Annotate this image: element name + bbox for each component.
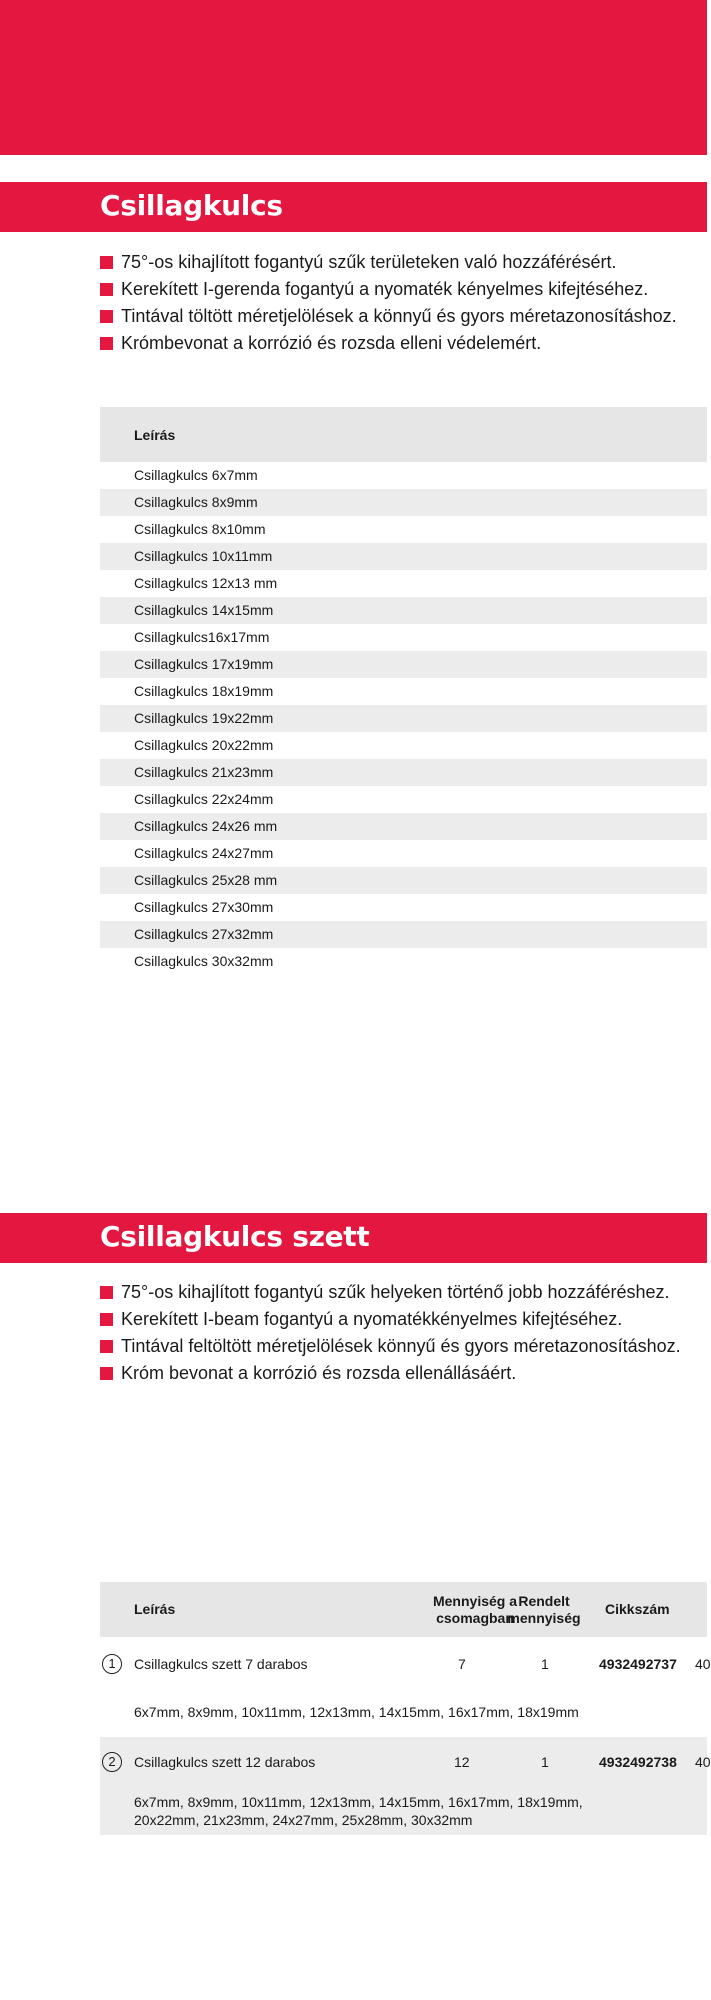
feature-item — [100, 330, 707, 357]
feature-item — [100, 1279, 707, 1306]
table-row: Csillagkulcs 12x13 mm — [134, 575, 278, 591]
header-line: Mennyiség a — [432, 1593, 518, 1609]
section-title: Csillagkulcs szett — [100, 1220, 370, 1253]
bullet-square-icon — [100, 1340, 113, 1353]
feature-list — [100, 1279, 707, 1387]
table-row: Csillagkulcs 18x19mm — [134, 683, 274, 699]
feature-text: Krómbevonat a korrózió és rozsda elleni védelemért. — [121, 333, 542, 353]
bullet-square-icon — [100, 283, 113, 296]
item-number-badge: 1 — [102, 1654, 122, 1674]
table-row: Csillagkulcs 19x22mm — [100, 705, 707, 732]
table-row: Csillagkulcs 24x27mm — [134, 845, 274, 861]
section-header-csillagkulcs — [0, 182, 707, 232]
item-description: Csillagkulcs szett 12 darabos — [134, 1754, 316, 1770]
table-row: Csillagkulcs 17x19mm — [100, 651, 707, 678]
table-row — [100, 1637, 707, 1737]
item-article-number: 4932492738 — [599, 1754, 677, 1770]
table-row: Csillagkulcs 25x28 mm — [100, 867, 707, 894]
feature-item — [100, 303, 707, 330]
feature-text: Tintával feltöltött méretjelölések könnyű és gyors méretazonosításhoz. — [121, 1336, 681, 1356]
table-row: Csillagkulcs 8x10mm — [134, 521, 266, 537]
bullet-square-icon — [100, 337, 113, 350]
item-article-number: 4932492737 — [599, 1656, 677, 1672]
bullet-square-icon — [100, 310, 113, 323]
feature-item — [100, 249, 707, 276]
item-quantity: 12 — [454, 1754, 470, 1770]
column-header-description: Leírás — [134, 1601, 176, 1617]
feature-text: 75°-os kihajlított fogantyú szűk helyeken történő jobb hozzáféréshez. — [121, 1282, 670, 1302]
sizes-line: 20x22mm, 21x23mm, 24x27mm, 25x28mm, 30x32mm — [134, 1812, 473, 1828]
item-order-quantity: 1 — [541, 1656, 549, 1672]
sizes-line: 6x7mm, 8x9mm, 10x11mm, 12x13mm, 14x15mm, 16x17mm, 18x19mm, — [134, 1794, 583, 1810]
table-row: Csillagkulcs 27x30mm — [134, 899, 274, 915]
table-row: Csillagkulcs 20x22mm — [134, 737, 274, 753]
table-row: Csillagkulcs 30x32mm — [134, 953, 274, 969]
feature-text: Kerekített I-beam fogantyú a nyomatékkényelmes kifejtéséhez. — [121, 1309, 623, 1329]
table-row: Csillagkulcs 21x23mm — [100, 759, 707, 786]
item-order-quantity: 1 — [541, 1754, 549, 1770]
table-row: Csillagkulcs 10x11mm — [100, 543, 707, 570]
table-header — [100, 407, 707, 462]
feature-list — [100, 249, 707, 357]
header-line: mennyiség — [507, 1610, 581, 1626]
feature-text: Króm bevonat a korrózió és rozsda ellenállásáért. — [121, 1363, 517, 1383]
set-table — [100, 1582, 711, 1835]
table-row: Csillagkulcs 22x24mm — [134, 791, 274, 807]
section-title: Csillagkulcs — [100, 189, 283, 222]
feature-item — [100, 1333, 707, 1360]
feature-text: Kerekített I-gerenda fogantyú a nyomaték kényelmes kifejtéséhez. — [121, 279, 649, 299]
column-header-description: Leírás — [134, 426, 176, 443]
feature-item — [100, 276, 707, 303]
table-row: Csillagkulcs16x17mm — [134, 629, 270, 645]
section-header-csillagkulcs-szett — [0, 1213, 707, 1263]
item-cut-off-text: 40 — [695, 1656, 711, 1672]
sizes-line: 6x7mm, 8x9mm, 10x11mm, 12x13mm, 14x15mm, 16x17mm, 18x19mm — [134, 1704, 579, 1720]
header-line: Rendelt — [518, 1593, 570, 1609]
bullet-square-icon — [100, 256, 113, 269]
table-row: Csillagkulcs 27x32mm — [100, 921, 707, 948]
item-quantity: 7 — [458, 1656, 466, 1672]
item-number-badge: 2 — [102, 1752, 122, 1772]
item-cut-off-text: 40 — [695, 1754, 711, 1770]
bullet-square-icon — [100, 1367, 113, 1380]
column-header-article-number: Cikkszám — [605, 1601, 670, 1617]
table-row: Csillagkulcs 8x9mm — [100, 489, 707, 516]
item-description: Csillagkulcs szett 7 darabos — [134, 1656, 308, 1672]
table-row: Csillagkulcs 6x7mm — [134, 467, 258, 483]
product-table — [100, 407, 707, 975]
column-header-order-quantity — [504, 1593, 584, 1627]
feature-item — [100, 1306, 707, 1333]
item-sizes — [134, 1703, 579, 1721]
table-row: Csillagkulcs 24x26 mm — [100, 813, 707, 840]
table-row: Csillagkulcs 14x15mm — [100, 597, 707, 624]
feature-text: 75°-os kihajlított fogantyú szűk területeken való hozzáférésért. — [121, 252, 617, 272]
bullet-square-icon — [100, 1313, 113, 1326]
feature-text: Tintával töltött méretjelölések a könnyű és gyors méretazonosításhoz. — [121, 306, 677, 326]
bullet-square-icon — [100, 1286, 113, 1299]
top-red-band — [0, 0, 707, 155]
feature-item — [100, 1360, 707, 1387]
item-sizes — [134, 1793, 583, 1829]
header-line: csomagban — [436, 1610, 514, 1626]
